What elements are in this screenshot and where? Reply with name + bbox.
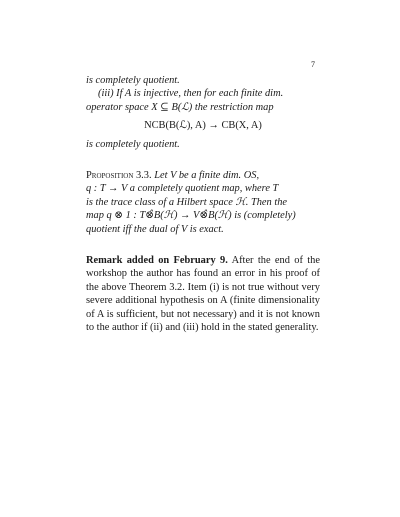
proposition-line: quotient iff the dual of V is exact. (86, 223, 224, 235)
item-line: is completely quotient. (86, 138, 180, 150)
proposition-3-3 (86, 169, 320, 236)
remark-text: After the end of the workshop the author has found an error in his proof of the above Theorem 3.2. Item (i) is not true without very severe additional hypothesis on A (finite dimensionality of A is sufficient, but not necessary) and it is not known to the author if (ii) and (iii) hold in the stated generality. (86, 255, 320, 334)
proposition-line: map q ⊗ 1 : T⊗̂B(ℋ) → V⊗̂B(ℋ) is (completely) (86, 210, 296, 222)
page-body (86, 74, 320, 335)
item-line: operator space X ⊆ B(ℒ) the restriction map (86, 101, 274, 113)
item-line: is completely quotient. (86, 75, 180, 86)
proposition-line: q : T → V a completely quotient map, where T (86, 183, 279, 195)
proposition-label: Proposition 3.3. (86, 170, 152, 182)
page-number: 7 (311, 60, 315, 69)
proposition-text: Let V be a finite dim. OS, (154, 170, 260, 182)
remark-label: Remark added on February 9. (86, 255, 228, 267)
theorem-item-block (86, 74, 320, 151)
remark-paragraph (86, 254, 320, 334)
proposition-line: is the trace class of a Hilbert space ℋ. Then the (86, 196, 288, 208)
display-equation: NCB(B(ℒ), A) → CB(X, A) (144, 120, 262, 132)
item-iii-line: (iii) If A is injective, then for each finite dim. (98, 88, 284, 100)
